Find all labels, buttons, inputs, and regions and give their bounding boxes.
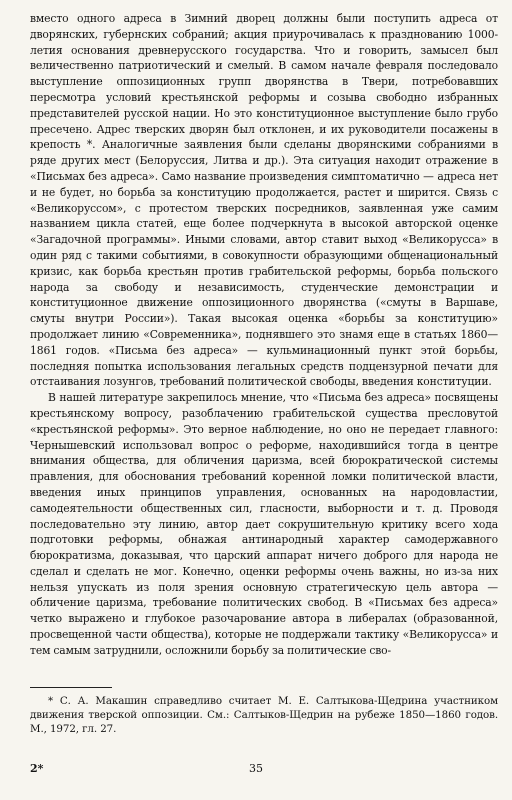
footnote: * С. А. Макашин справедливо считает М. Е. Салтыкова-Щедрина участником движения тверской оппозиции. См.: Салтыков-Щедрин на рубеже 1850—1860 годов. М., 1972, гл. 27. [30, 694, 498, 735]
body-paragraph-1: вместо одного адреса в Зимний дворец должны были поступить адреса от дворянских, губернских собраний; акция приурочивалась к празднованию 1000-летия основания древнерусского государства. Что и говорить, замысел был величественно патриотический и смелый. В самом начале февраля последовало выступление оппозиционных групп дворянства в Твери, потребовавших пересмотра условий крестьянской реформы и созыва свободно избранных представителей русской нации. Но это конституционное выступление было грубо пресечено. Адрес тверских дворян был отклонен, и их руководители посажены в крепость *. Аналогичные заявления были сделаны дворянскими собраниями в ряде других мест (Белоруссия, Литва и др.). Эта ситуация находит отражение в «Письмах без адреса». Само название произведения симптоматично — адреса нет и не будет, но борьба за конституцию продолжается, растет и ширится. Связь с «Великоруссом», с протестом тверских посредников, заявленная уже самим названием цикла статей, еще более подчеркнута в высокой авторской оценке «Загадочной программы». Иными словами, автор ставит выход «Великорусса» в один ряд с такими событиями, в совокупности образующими общенациональный кризис, как борьба крестьян против грабительской реформы, борьба польского народа за свободу и независимость, студенческие демонстрации и конституционное движение оппозиционного дворянства («смуты в Варшаве, смуты внутри России»). Такая высокая оценка «борьбы за конституцию» продолжает линию «Современника», поднявшего это знамя еще в статьях 1860—1861 годов. «Письма без адреса» — кульминационный пункт этой борьбы, последняя попытка использования легальных средств подцензурной печати для отстаивания лозунгов, требований политической свободы, введения конституции. [30, 12, 498, 389]
footnote-divider [30, 687, 112, 688]
printer-signature-mark: 2* [30, 762, 44, 775]
page-number: 35 [249, 762, 263, 775]
body-paragraph-2: В нашей литературе закрепилось мнение, что «Письма без адреса» посвящены крестьянскому вопросу, разоблачению грабительской существа пресловутой «крестьянской реформы». Это верное наблюдение, но оно не передает главного: Чернышевский использовал вопрос о реформе, находившийся тогда в центре внимания общества, для обличения царизма, всей бюрократической системы правления, для обоснования требований коренной ломки политической власти, введения иных принципов управления, основанных на народовластии, самодеятельности общественных сил, гласности, выборности и т. д. Проводя последовательно эту линию, автор дает сокрушительную критику всего хода подготовки реформы, обнажая антинародный характер самодержавного бюрократизма, доказывая, что царский аппарат ничего доброго для народа не сделал и сделать не мог. Конечно, оценки реформы очень важны, но из-за них нельзя упускать из поля зрения основную стратегическую цель автора — обличение царизма, требование политических свобод. В «Письмах без адреса» четко выражено и глубокое разочарование автора в либералах (образованной, просвещенной части общества), которые не поддержали тактику «Великорусса» и тем самым затруднили, осложнили борьбу за политические сво- [30, 391, 498, 657]
